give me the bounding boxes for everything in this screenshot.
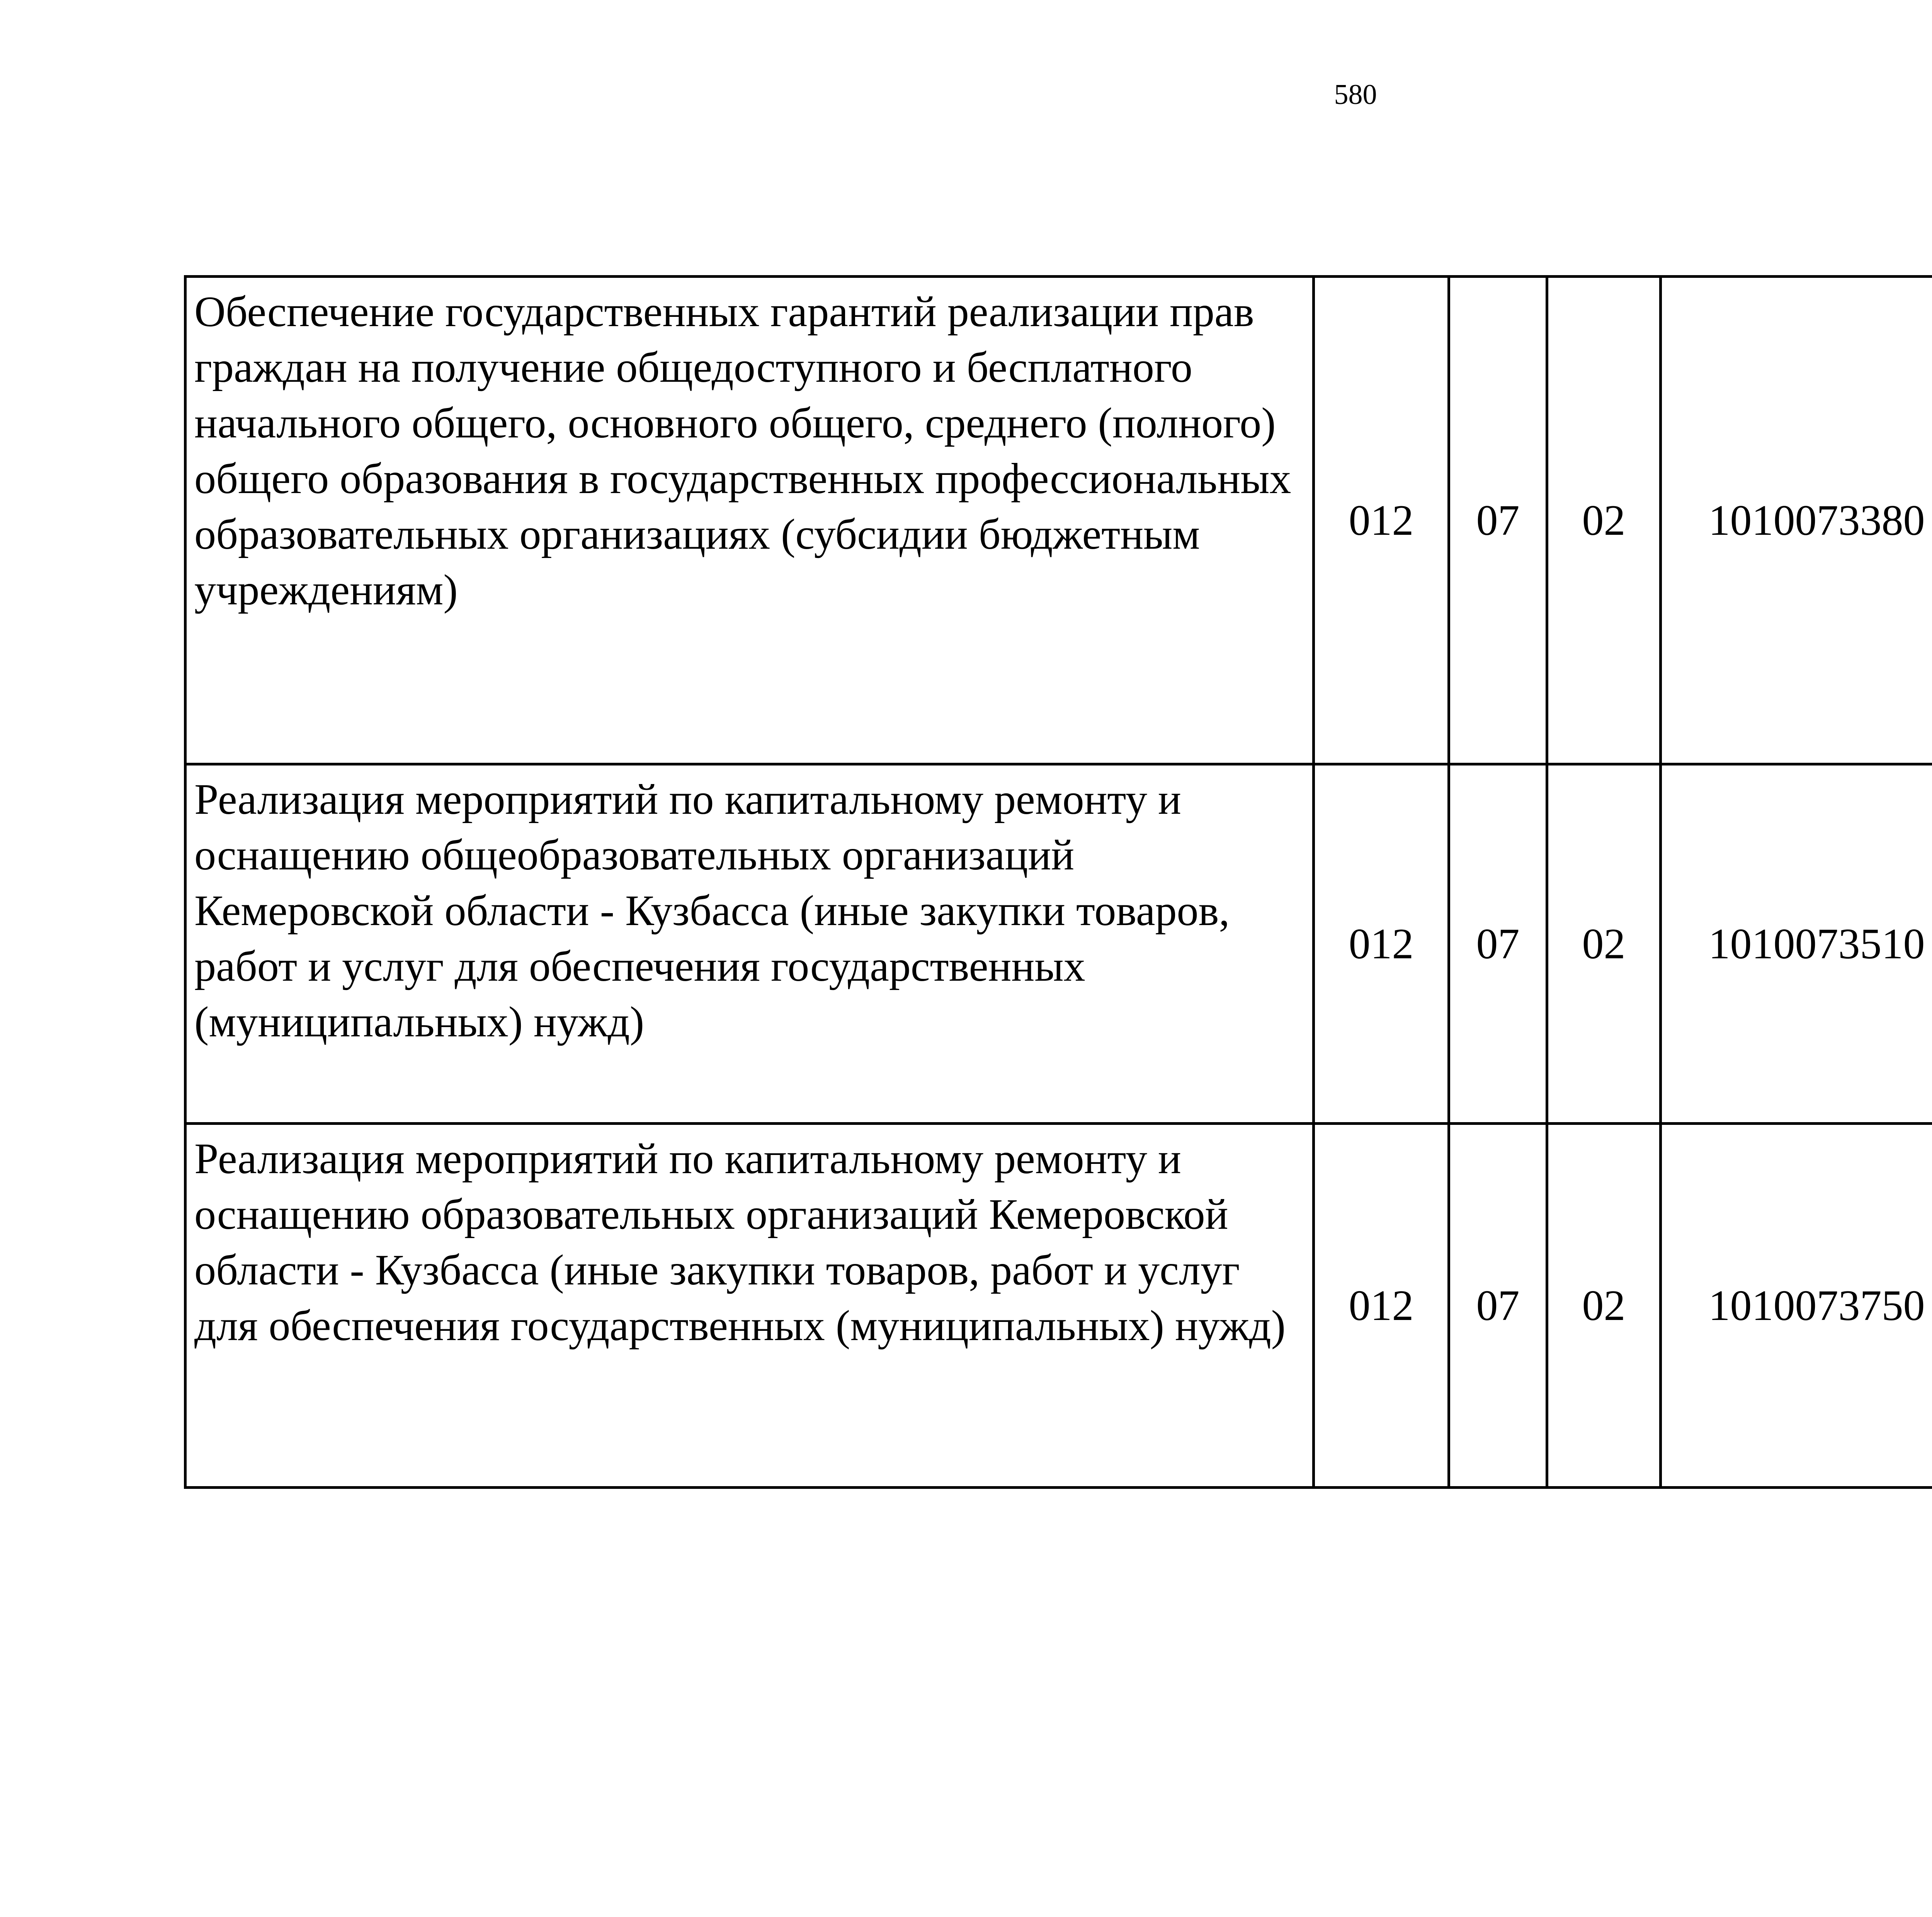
row-description: Реализация мероприятий по капитальному ремонту и оснащению образовательных организаций Кемеровской области - Кузбасса (иные закупки товаров, работ и услуг для обеспечения государственных (муниципальных) нужд): [185, 1124, 1314, 1488]
table-row: [185, 1124, 1932, 1488]
row-description: Обеспечение государственных гарантий реализации прав граждан на получение общедоступного и бесплатного начального общего, основного общего, среднего (полного) общего образования в государственных профессиональных образовательных организациях (субсидии бюджетным учреждениям): [185, 277, 1314, 764]
target-article-code: 1010073510: [1661, 764, 1932, 1124]
subsection-code: 02: [1547, 1124, 1661, 1488]
subsection-code: 02: [1547, 277, 1661, 764]
table-row: [185, 277, 1932, 764]
budget-table: [184, 275, 1932, 1489]
ministry-code: 012: [1314, 277, 1449, 764]
target-article-code: 1010073750: [1661, 1124, 1932, 1488]
section-code: 07: [1449, 277, 1547, 764]
subsection-code: 02: [1547, 764, 1661, 1124]
table-row: [185, 764, 1932, 1124]
ministry-code: 012: [1314, 1124, 1449, 1488]
section-code: 07: [1449, 764, 1547, 1124]
ministry-code: 012: [1314, 764, 1449, 1124]
row-description: Реализация мероприятий по капитальному ремонту и оснащению общеобразовательных организаций Кемеровской области - Кузбасса (иные закупки товаров, работ и услуг для обеспечения государственных (муниципальных) нужд): [185, 764, 1314, 1124]
target-article-code: 1010073380: [1661, 277, 1932, 764]
section-code: 07: [1449, 1124, 1547, 1488]
page-number: 580: [1334, 79, 1377, 111]
